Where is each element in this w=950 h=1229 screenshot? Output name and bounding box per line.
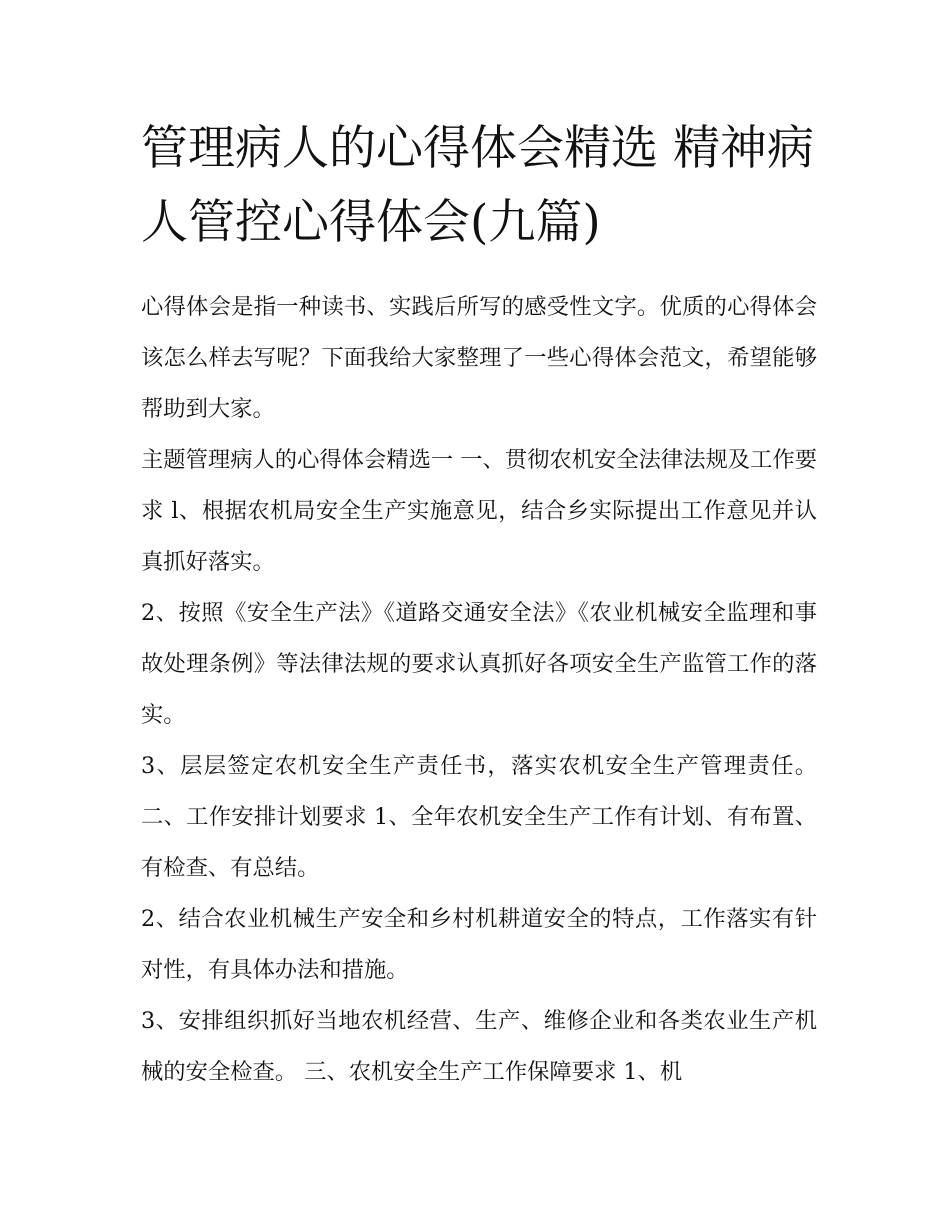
paragraph-item-3: 3、层层签定农机安全生产责任书，落实农机安全生产管理责任。 二、工作安排计划要求 1、全年农机安全生产工作有计划、有布置、有检查、有总结。 [141, 753, 817, 881]
paragraph-intro: 心得体会是指一种读书、实践后所写的感受性文字。优质的心得体会该怎么样去写呢？下面我给大家整理了一些心得体会范文，希望能够帮助到大家。 [141, 294, 817, 422]
document-title: 管理病人的心得体会精选 精神病人管控心得体会(九篇) [141, 121, 814, 250]
document-body [141, 282, 817, 1098]
document-content [141, 112, 817, 1098]
paragraph-section-one: 主题管理病人的心得体会精选一 一、贯彻农机安全法律法规及工作要求 l、根据农机局安全生产实施意见，结合乡实际提出工作意见并认真抓好落实。 [141, 447, 817, 575]
paragraph-item-2: 2、按照《安全生产法》《道路交通安全法》《农业机械安全监理和事故处理条例》等法律法规的要求认真抓好各项安全生产监管工作的落实。 [141, 600, 817, 728]
paragraph-item-3b: 3、安排组织抓好当地农机经营、生产、维修企业和各类农业生产机械的安全检查。 三、农机安全生产工作保障要求 1、机 [141, 1008, 817, 1085]
paragraph-item-2b: 2、结合农业机械生产安全和乡村机耕道安全的特点，工作落实有针对性，有具体办法和措施。 [141, 906, 817, 983]
